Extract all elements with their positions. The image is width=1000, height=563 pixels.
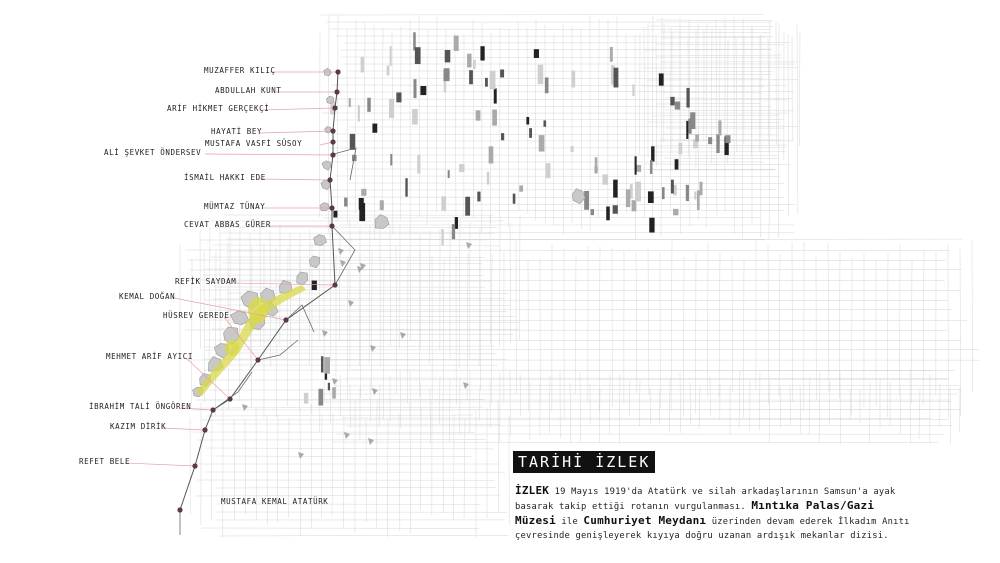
building-block (675, 159, 679, 169)
street-line (343, 415, 344, 528)
building-block (678, 143, 682, 155)
building-block (361, 189, 366, 196)
street-line (205, 300, 948, 301)
description-keyword-cumhuriyet-meydani: Cumhuriyet Meydanı (583, 514, 707, 527)
street-line (768, 36, 769, 153)
street-line (683, 257, 684, 417)
street-line (346, 204, 795, 205)
building-block (415, 47, 421, 64)
building-block (396, 92, 401, 102)
building-block (697, 190, 700, 209)
building-block (487, 172, 490, 185)
triangle-marker (298, 452, 304, 459)
street-line (330, 197, 784, 198)
street-line (410, 227, 411, 341)
label-hayati-bey: HAYATİ BEY (211, 127, 263, 136)
building-block (441, 229, 443, 245)
triangle-marker (322, 330, 328, 337)
label-refet-bele: REFET BELE (79, 457, 131, 466)
label-muzaffer-kilic: MUZAFFER KILIÇ (204, 66, 276, 75)
label-husrev-gerede: HÜSREV GEREDE (163, 311, 230, 320)
building-block (469, 70, 473, 84)
building-block (452, 224, 455, 239)
building-block (670, 97, 674, 106)
street-line (643, 67, 798, 68)
triangle-marker (338, 248, 344, 255)
street-line (661, 37, 765, 38)
leader-lines (125, 72, 338, 510)
building-block (632, 84, 634, 96)
building-block (501, 133, 504, 140)
building-block (543, 120, 546, 126)
street-line (900, 385, 901, 435)
building-block (649, 218, 654, 233)
street-line (464, 418, 465, 518)
street-line (332, 413, 333, 515)
street-line (599, 389, 600, 443)
street-line (443, 259, 444, 411)
street-line (575, 256, 576, 395)
street-line (553, 34, 554, 226)
street-line (759, 373, 760, 430)
street-line (671, 241, 672, 411)
street-line (383, 260, 384, 419)
street-line (599, 246, 600, 411)
building-block (571, 71, 575, 88)
building-block (529, 128, 532, 138)
building-block (359, 198, 364, 210)
label-mustafa-vasfi-susoy: MUSTAFA VASFİ SÜSOY (205, 139, 303, 148)
street-line (699, 387, 700, 429)
triangle-markers (242, 242, 472, 459)
street-line (215, 456, 472, 457)
building-block (700, 182, 703, 196)
leader-line (125, 463, 195, 466)
building-block (688, 119, 691, 134)
building-block (344, 198, 348, 207)
label-refik-saydam: REFİK SAYDAM (175, 277, 237, 286)
building-block (626, 189, 630, 207)
street-line (330, 389, 331, 422)
street-line (287, 248, 288, 406)
route-node (227, 396, 232, 401)
building-block (413, 79, 416, 98)
leader-line (258, 179, 330, 180)
street-line (819, 372, 820, 442)
route-node (330, 139, 335, 144)
street-line (797, 24, 798, 215)
street-line (206, 448, 494, 449)
building-block (591, 209, 594, 215)
building-block (571, 146, 574, 152)
street-line (619, 374, 620, 444)
building-block (492, 110, 497, 126)
street-line (570, 383, 571, 444)
building-block (417, 155, 420, 174)
label-arif-hikmet-gercekci: ARİF HİKMET GERÇEKÇİ (167, 104, 270, 113)
leader-line (205, 154, 333, 155)
street-line (439, 377, 440, 424)
building-block (725, 135, 730, 143)
building-block (420, 86, 426, 95)
plaza-shape (320, 203, 330, 211)
building-block (372, 124, 377, 133)
building-block (635, 182, 641, 202)
building-block (519, 185, 523, 191)
building-block (606, 207, 610, 221)
building-block (321, 356, 323, 372)
street-line (479, 228, 480, 366)
street-line (300, 407, 301, 535)
street-line (919, 390, 920, 439)
street-line (338, 232, 795, 233)
street-line (337, 78, 763, 79)
street-line (455, 33, 456, 214)
building-block (476, 110, 481, 120)
label-ali-sevket-ondersev: ALİ ŞEVKET ÖNDERSEV (104, 148, 202, 157)
highlight-blob (248, 297, 268, 323)
building-block (671, 180, 674, 194)
building-block (613, 205, 618, 214)
street-line (429, 231, 430, 365)
street-line (788, 33, 789, 216)
street-line (410, 403, 411, 533)
street-line (204, 340, 961, 341)
building-block (635, 156, 637, 174)
street-line (911, 260, 912, 404)
street-line (360, 252, 361, 397)
street-line (510, 223, 511, 343)
route-node (329, 205, 334, 210)
building-block (500, 69, 504, 77)
street-line (227, 334, 513, 335)
plaza-shape (325, 127, 331, 134)
route-node (332, 282, 337, 287)
building-block (312, 281, 317, 290)
route-node (335, 69, 340, 74)
description-text-1: 19 Mayıs 1919'da Atatürk ve silah arkadaşlarının Samsun'a ayak basarak takip ettiği rotanın vurgulanması. (515, 487, 896, 512)
label-kemal-dogan: KEMAL DOĞAN (119, 292, 176, 301)
street-line (277, 414, 278, 522)
street-line (322, 210, 783, 211)
triangle-marker (332, 378, 338, 385)
street-line (491, 254, 492, 403)
building-block (485, 78, 488, 87)
building-block (455, 217, 458, 229)
building-block (602, 174, 607, 184)
building-block (444, 69, 450, 81)
street-line (200, 290, 960, 291)
street-line (228, 322, 520, 323)
street-line (648, 249, 649, 395)
street-line (340, 409, 951, 410)
route-node (192, 463, 197, 468)
building-block (675, 101, 680, 109)
street-line (732, 257, 733, 393)
building-block (448, 170, 450, 178)
triangle-marker (370, 345, 376, 352)
street-line (508, 30, 509, 228)
building-block (650, 160, 652, 174)
building-block (350, 134, 355, 150)
label-kazim-dirik: KAZIM DİRİK (110, 422, 167, 431)
building-block (412, 109, 418, 125)
building-block (349, 98, 351, 107)
street-line (206, 379, 947, 380)
street-line (379, 384, 380, 427)
building-block (318, 389, 323, 406)
route-node (334, 89, 339, 94)
street-line (828, 243, 829, 392)
street-line (219, 535, 509, 536)
building-block (465, 197, 470, 216)
building-block (490, 71, 496, 90)
plaza-shape (375, 215, 389, 229)
building-block (473, 60, 476, 69)
building-block (380, 200, 384, 210)
building-block (467, 54, 471, 68)
leader-line (162, 428, 205, 430)
building-block (648, 191, 654, 203)
building-block (459, 164, 464, 172)
label-cevat-abbas-gurer: CEVAT ABBAS GÜRER (184, 220, 271, 229)
label-mumtaz-tunay: MÜMTAZ TÜNAY (204, 202, 266, 211)
building-block (662, 187, 665, 199)
building-block (390, 154, 392, 166)
street-line (407, 254, 408, 403)
street-line (769, 21, 770, 240)
street-line (650, 26, 773, 27)
building-block (494, 88, 497, 103)
building-block (613, 180, 617, 198)
street-line (644, 164, 791, 165)
street-line (334, 385, 960, 386)
route-branch (213, 372, 252, 410)
route-node (255, 357, 260, 362)
building-block (333, 211, 337, 218)
building-block (513, 194, 516, 204)
section-description (515, 484, 915, 543)
street-line (228, 340, 492, 341)
street-line (387, 419, 388, 537)
building-block (632, 200, 637, 211)
building-block (454, 36, 459, 51)
street-line (199, 407, 484, 408)
street-line (698, 23, 699, 219)
street-line (778, 23, 779, 237)
section-title: TARİHİ İZLEK (513, 451, 655, 473)
street-line (636, 252, 637, 393)
label-mehmet-arif-ayici: MEHMET ARİF AYICI (106, 352, 193, 361)
triangle-marker (348, 300, 354, 307)
street-line (355, 20, 356, 214)
building-block (614, 68, 619, 88)
route-node (330, 128, 335, 133)
description-text-3: üzerinden devam ederek İlkadım Anıtı çevresinde genişleyerek kıyıya doğru uzanan ardışık mekanlar dizisi. (515, 517, 910, 541)
building-block (489, 146, 494, 163)
street-line (639, 380, 640, 426)
building-block (304, 393, 308, 404)
building-block (390, 46, 392, 66)
street-line (656, 35, 657, 167)
street-line (498, 400, 499, 511)
street-line (950, 387, 951, 444)
street-line (850, 389, 851, 418)
street-line (201, 320, 967, 321)
building-block (358, 105, 360, 121)
route-node (210, 407, 215, 412)
street-line (656, 20, 773, 21)
building-block (405, 178, 407, 196)
leader-line (262, 108, 335, 110)
street-line (800, 387, 801, 434)
building-block (539, 135, 545, 151)
building-block (324, 357, 330, 374)
triangle-marker (344, 432, 350, 439)
street-line (187, 260, 945, 261)
building-block (546, 163, 551, 178)
route-node (330, 152, 335, 157)
triangle-marker (463, 382, 469, 389)
label-abdullah-kunt: ABDULLAH KUNT (215, 86, 282, 95)
leader-line (260, 131, 333, 133)
description-keyword-izlek: İZLEK (515, 484, 550, 497)
building-block (584, 191, 589, 210)
building-block (695, 135, 699, 142)
building-block (367, 98, 370, 112)
route-node (327, 177, 332, 182)
label-mustafa-kemal-ataturk: MUSTAFA KEMAL ATATÜRK (221, 497, 329, 506)
route-node (329, 223, 334, 228)
building-block (694, 191, 696, 199)
street-line (203, 275, 483, 276)
street-line (309, 229, 310, 365)
street-line (207, 415, 473, 416)
street-line (328, 15, 329, 232)
street-line (490, 215, 491, 345)
building-block (686, 88, 689, 108)
street-line (311, 404, 312, 529)
street-line (666, 110, 794, 111)
street-line (657, 74, 772, 75)
building-block (387, 66, 390, 76)
building-block (480, 46, 484, 60)
description-keyword-mintika-palas: Mıntıka Palas/Gazi Müzesi (515, 499, 875, 527)
street-line (205, 349, 978, 350)
building-block (441, 196, 446, 210)
building-block (673, 209, 678, 215)
street-line (887, 253, 888, 417)
street-line (680, 373, 681, 433)
street-line (549, 376, 550, 433)
building-block (718, 120, 721, 135)
route-node (283, 317, 288, 322)
street-line (779, 254, 780, 396)
route-branch (332, 226, 355, 285)
building-block (708, 137, 712, 144)
street-line (332, 442, 938, 443)
street-line (364, 22, 365, 213)
street-line (419, 251, 420, 397)
description-text-2: ile (555, 517, 584, 527)
street-line (656, 55, 782, 56)
building-block (389, 99, 394, 118)
building-block (445, 50, 451, 62)
building-block (686, 121, 688, 139)
building-block (361, 57, 364, 73)
street-line (222, 263, 482, 264)
street-line (661, 32, 770, 33)
street-line (341, 57, 782, 58)
building-block (477, 192, 480, 202)
building-block (545, 77, 549, 93)
route-node (202, 427, 207, 432)
street-line (719, 252, 720, 397)
building-block (328, 383, 330, 391)
street-line (195, 495, 500, 496)
building-block (651, 146, 654, 161)
street-line (923, 250, 924, 405)
plaza-shape (314, 235, 327, 246)
street-line (670, 27, 671, 212)
building-block (534, 49, 539, 58)
building-block (716, 134, 719, 153)
street-line (664, 158, 779, 159)
highlight-blob (225, 340, 239, 356)
building-block (636, 165, 641, 172)
street-line (768, 246, 769, 405)
street-line (331, 85, 786, 86)
street-line (430, 388, 431, 443)
building-block (538, 65, 544, 84)
street-line (519, 215, 520, 340)
street-line (642, 86, 764, 87)
street-line (706, 23, 707, 228)
route-node (177, 507, 182, 512)
plaza-shape (322, 161, 331, 170)
route-node (332, 105, 337, 110)
route-polyline (180, 72, 338, 510)
street-line (799, 32, 800, 146)
highlight-zone (196, 285, 306, 396)
street-line (209, 227, 210, 367)
triangle-marker (400, 332, 406, 339)
plaza-shape (309, 256, 320, 268)
street-line (335, 119, 783, 120)
building-block (526, 117, 529, 125)
street-line (469, 222, 470, 360)
street-line (215, 251, 216, 415)
street-line (337, 15, 338, 221)
plaza-shape (572, 189, 585, 204)
building-block (332, 387, 336, 398)
street-line (213, 245, 500, 246)
street-line (809, 377, 810, 433)
triangle-marker (368, 438, 374, 445)
street-line (322, 217, 760, 218)
building-block (686, 185, 689, 201)
label-ismail-hakki-ede: İSMAİL HAKKI EDE (184, 173, 266, 182)
label-ibrahim-tali-ongoren: İBRAHİM TALİ ÖNGÖREN (89, 402, 192, 411)
triangle-marker (466, 242, 472, 249)
building-block (595, 157, 598, 173)
building-block (610, 47, 613, 62)
building-block (659, 73, 664, 85)
street-line (479, 386, 480, 420)
street-line (780, 385, 781, 428)
plaza-shape (297, 272, 308, 285)
